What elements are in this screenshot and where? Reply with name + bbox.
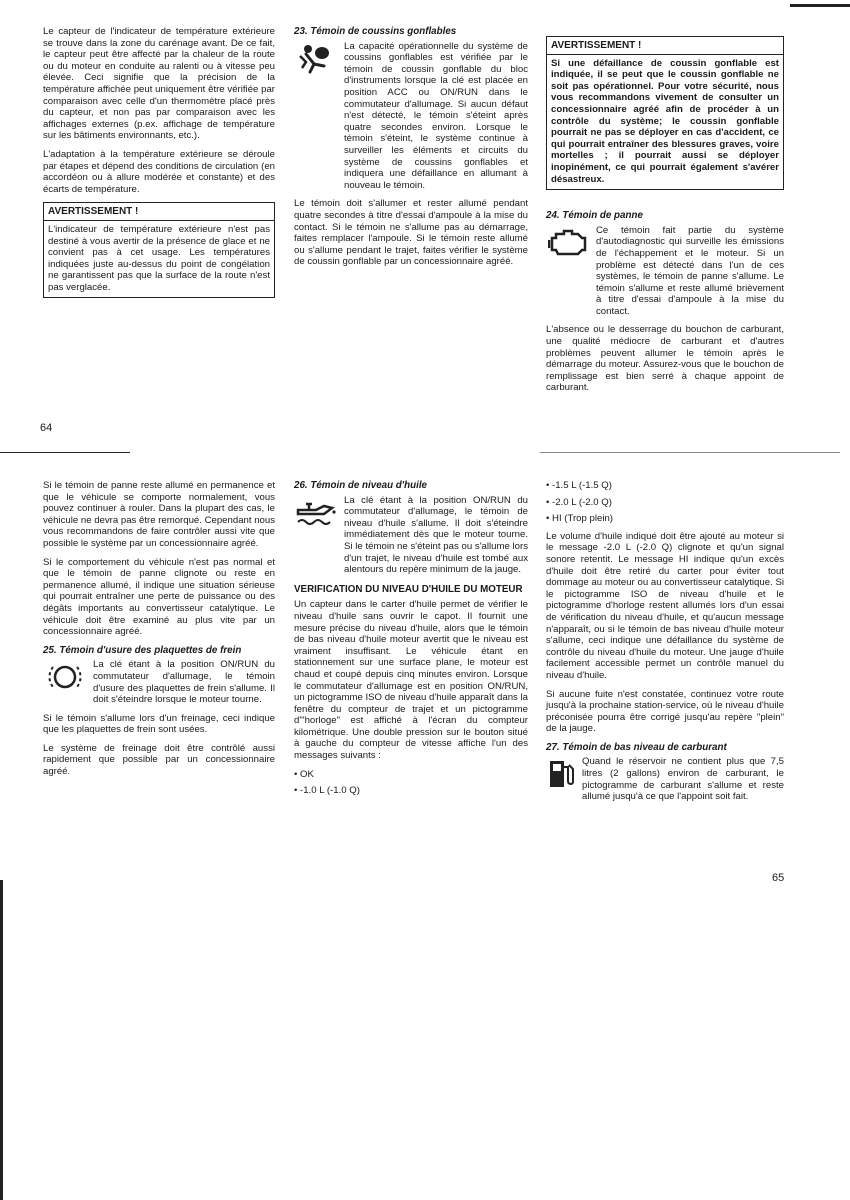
page-65-column-2 (294, 480, 528, 802)
paragraph: La capacité opérationnelle du système de coussins gonflables est vérifiée par le témoin de coussin gonflable du bloc d'instruments lorsque la clé est placée en position ACC ou ON/RUN dans le commutateur d'allumage. Si aucun défaut n'est détecté, le témoin s'éteint après quatre secondes environ. Lorsque le témoin s'éteint, le système continue à surveiller les éléments et circuits du système de coussins gonflables et indiquera une défaillance en allumant à nouveau le témoin. (344, 40, 528, 191)
section-title-brake-pads: 25. Témoin d'usure des plaquettes de frein (43, 644, 242, 656)
paragraph: Le volume d'huile indiqué doit être ajouté au moteur si le message -2.0 L (-2.0 Q) clignote et qu'un signal sonore retentit. Le message HI indique qu'un excès d'huile doit être retiré du carter pour éviter tout dommage au moteur ou au convertisseur catalytique. Si le pictogramme ISO de niveau d'huile et le pictogramme d'horloge restent allumés lors d'un essai de vérification du niveau d'huile, et qu'aucun message n'apparaît, ou si le témoin de bas niveau d'huile moteur s'allume, ceci indique une défaillance du système de contrôle du niveau d'huile du moteur. Une jauge d'huile facilement accessible permet un contrôle manuel du niveau d'huile. (546, 530, 784, 681)
bullet-list (546, 480, 784, 525)
oil-level-icon (294, 495, 338, 531)
warning-box (546, 36, 784, 190)
divider (540, 452, 840, 453)
warning-text: Si une défaillance de coussin gonflable est indiquée, il se peut que le coussin gonflable ne soit pas opérationnel. Pour votre sécurité, nous vous recommandons vivement de consulter un concessionnaire agréé afin de procéder à un contrôle du système; le coussin gonflable pourrait ne pas se déployer en cas d'accident, ce qui pourrait entraîner des blessures graves, voire mortelles ; il pourrait aussi se déployer inopinément, ce qui pourrait également s'avérer désastreux. (551, 57, 779, 185)
paragraph: L'adaptation à la température extérieure se déroule par étapes et dépend des conditions de circulation (en accordéon ou à allure modérée et constante) et des écarts de température. (43, 148, 275, 195)
page-64 (0, 0, 850, 440)
paragraph: Si le témoin de panne reste allumé en permanence et que le véhicule se comporte normalement, vous pouvez continuer à rouler. Dans la plupart des cas, le véhicule ne devra pas être remorqué. Cependant nous vous recommandons de faire contrôler aussi vite que possible le système par un concessionnaire agréé. (43, 480, 275, 549)
fuel-pump-icon (546, 756, 576, 792)
brake-pad-icon (43, 659, 87, 695)
paragraph: Si aucune fuite n'est constatée, continuez votre route jusqu'à la prochaine station-service, où le niveau d'huile préconisée pourra être corrigé jusqu'au repère "plein" de la jauge. (546, 688, 784, 735)
warning-title: AVERTISSEMENT ! (44, 203, 274, 221)
page-64-column-1 (43, 26, 275, 298)
page-64-column-2 (294, 26, 528, 275)
page-64-column-3 (546, 26, 784, 401)
paragraph: La clé étant à la position ON/RUN du commutateur d'allumage, le témoin d'usure des plaquettes de frein s'allume. Il doit s'éteindre lorsque le moteur tourne. (93, 659, 275, 706)
list-item: • -1.0 L (-1.0 Q) (294, 785, 528, 797)
page-number: 64 (40, 422, 53, 434)
divider (0, 452, 130, 453)
paragraph: Un capteur dans le carter d'huile permet de vérifier le niveau d'huile sans ouvrir le capot. Il fournit une mesure précise du niveau d'huile, alors que le témoin de bas niveau d'huile moteur avertit que le niveau est vraiment insuffisant. Le véhicule étant en stationnement sur une surface plane, le moteur est chaud et coupé depuis cinq minutes environ. Lorsque le commutateur d'allumage est en position ON/RUN, un pictogramme ISO de niveau d'huile apparaît dans la fenêtre du compteur de trajet et un pictogramme d'"horloge" est affiché à l'écran du compteur kilométrique. Une double pression sur le bouton situé à gauche du compteur de vitesse affiche l'un des messages suivants : (294, 599, 528, 762)
paragraph: Le capteur de l'indicateur de température extérieure se trouve dans la zone du carénage avant. De ce fait, le capteur peut être affecté par la chaleur de la route ou du moteur en conduite au ralenti ou à vitesse peu élevée. Ceci signifie que la précision de la température affichée peut uniquement être vérifiée par comparaison avec celle d'un thermomètre placé près du capteur, et non pas par comparaison avec les affichages externes (p.ex. affichage de température sur les bâtiments environnants, etc.). (43, 26, 275, 142)
paragraph: Si le témoin s'allume lors d'un freinage, ceci indique que les plaquettes de frein sont usées. (43, 712, 275, 736)
warning-text: L'indicateur de température extérieure n'est pas destiné à vous avertir de la présence de glace et ne convient pas à cet usage. Les températures indiquées juste au-dessus du point de congélation ne garantissent pas que la surface de la route n'est pas verglacée. (48, 223, 270, 293)
paragraph: Si le comportement du véhicule n'est pas normal et que le témoin de panne clignote ou reste en permanence allumé, il indique une situation sérieuse qui pourrait entraîner une perte de puissance ou des dégâts importants au convertisseur catalytique. Le véhicule doit être examiné au plus vite par un concessionnaire agréé. (43, 556, 275, 638)
page-65-column-3 (546, 480, 784, 803)
section-title-airbag: 23. Témoin de coussins gonflables (294, 26, 457, 37)
page-65 (0, 440, 850, 1200)
section-title-low-fuel: 27. Témoin de bas niveau de carburant (546, 741, 727, 753)
paragraph: Quand le réservoir ne contient plus que 7,5 litres (2 gallons) environ de carburant, le pictogramme de carburant s'allume et reste allumé jusqu'à ce que l'appoint soit fait. (582, 756, 784, 803)
engine-icon (546, 225, 590, 261)
list-item: • HI (Trop plein) (546, 513, 784, 525)
paragraph: L'absence ou le desserrage du bouchon de carburant, une qualité médiocre de carburant et d'autres problèmes peuvent allumer le témoin après le démarrage du moteur. Assurez-vous que le bouchon de remplissage est bien serré à chaque appoint de carburant. (546, 324, 784, 394)
paragraph: La clé étant à la position ON/RUN du commutateur d'allumage, le témoin de niveau d'huile s'allume. Il doit s'éteindre immédiatement dès que le moteur tourne. Si le témoin ne s'éteint pas ou s'allume lors d'un trajet, le niveau d'huile est tombé aux alentours du repère minimum de la jauge. (344, 494, 528, 576)
warning-box (43, 202, 275, 298)
paragraph: Le témoin doit s'allumer et rester allumé pendant quatre secondes à titre d'essai d'ampoule à la mise du contact. Si le témoin ne s'allume pas au démarrage, faites remplacer l'ampoule. Si le témoin reste allumé ou s'allume pendant le trajet, faites vérifier le système de coussin gonflable par un concessionnaire agréé. (294, 198, 528, 268)
bullet-list (294, 769, 528, 797)
section-title-oil-level: 26. Témoin de niveau d'huile (294, 480, 427, 491)
warning-title: AVERTISSEMENT ! (547, 37, 783, 55)
subtitle: VERIFICATION DU NIVEAU D'HUILE DU MOTEUR (294, 583, 523, 595)
list-item: • OK (294, 769, 528, 781)
page-number: 65 (772, 872, 785, 884)
airbag-icon (294, 41, 338, 77)
paragraph: Le système de freinage doit être contrôlé aussi rapidement que possible par un concessionnaire agréé. (43, 742, 275, 778)
list-item: • -1.5 L (-1.5 Q) (546, 480, 784, 492)
paragraph: Ce témoin fait partie du système d'autodiagnostic qui surveille les émissions de l'échappement et le moteur. Si un problème est détecté dans l'un de ces systèmes, le témoin de panne s'allume. Le témoin s'allume et reste allumé brièvement à titre d'essai d'ampoule à la mise du contact. (596, 224, 784, 317)
section-title-malfunction: 24. Témoin de panne (546, 210, 643, 222)
divider (790, 4, 850, 7)
list-item: • -2.0 L (-2.0 Q) (546, 497, 784, 509)
page-65-column-1 (43, 480, 275, 785)
scan-edge (0, 880, 3, 1200)
